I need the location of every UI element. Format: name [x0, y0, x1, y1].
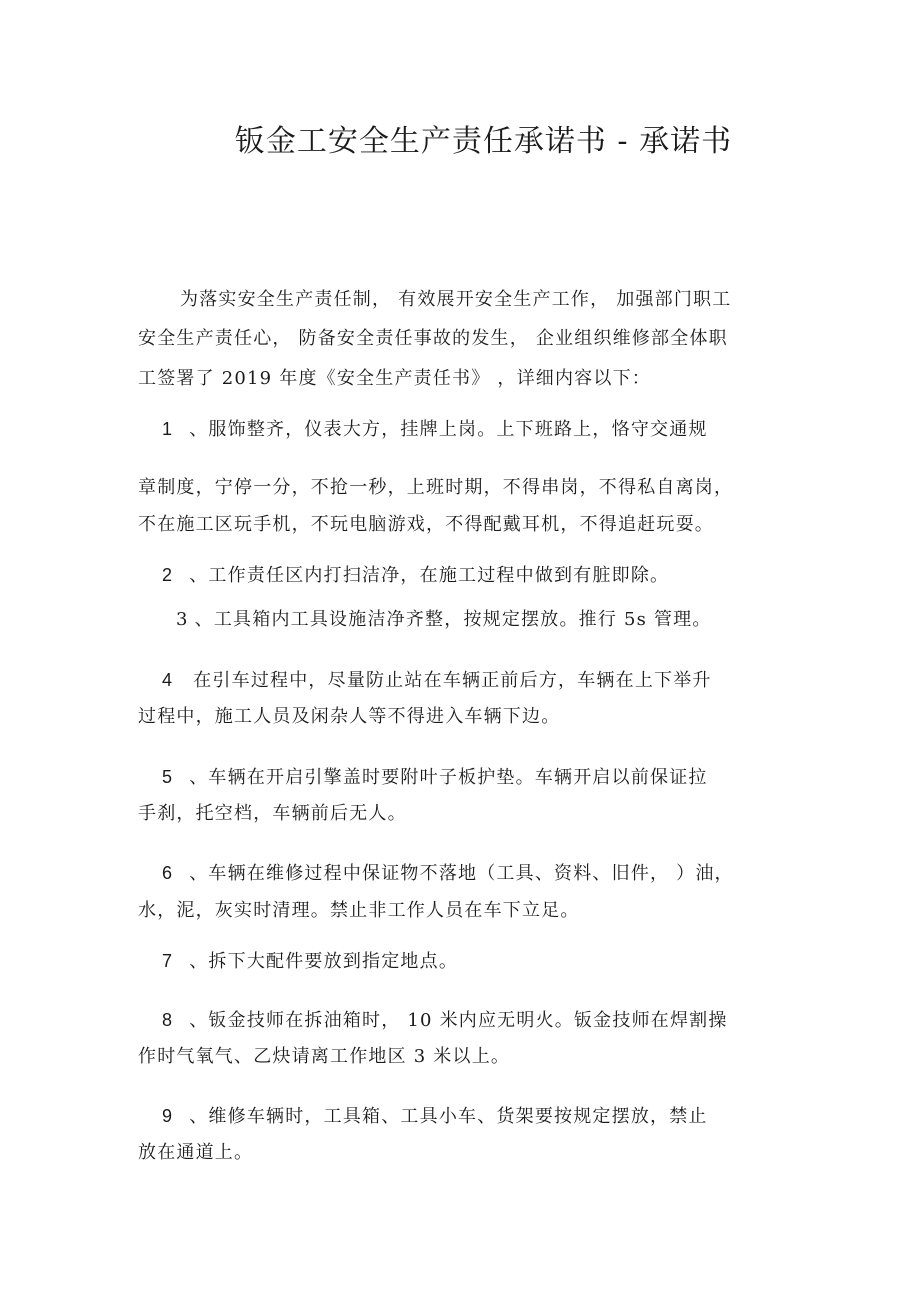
item-3-line-1 — [176, 609, 712, 631]
item-9-line-1 — [162, 1105, 708, 1128]
item-number: 8 — [162, 1010, 174, 1030]
intro-line-2: 安全生产责任心， 防备安全责任事故的发生， 企业组织维修部全体职 — [138, 328, 728, 349]
item-9-line-2: 放在通道上。 — [138, 1142, 254, 1163]
item-2-line-1 — [162, 564, 669, 587]
item-text: 、钣金技师在拆油箱时， 10 米内应无明火。钣金技师在焊割操 — [189, 1010, 728, 1031]
item-number: 4 — [162, 670, 174, 690]
item-8-line-1 — [162, 1009, 728, 1032]
item-number: 7 — [162, 951, 174, 971]
item-5-line-2: 手刹，托空档，车辆前后无人。 — [138, 803, 407, 824]
item-text: 、工具箱内工具设施洁净齐整，按规定摆放。推行 5s 管理。 — [194, 609, 712, 630]
item-number: 3 — [176, 609, 189, 630]
item-text: 、拆下大配件要放到指定地点。 — [189, 951, 459, 972]
item-8-line-2: 作时气氧气、乙炔请离工作地区 3 米以上。 — [138, 1046, 511, 1067]
item-6-line-1 — [162, 862, 734, 885]
item-text: 、维修车辆时，工具箱、工具小车、货架要按规定摆放，禁止 — [189, 1106, 708, 1127]
item-1-line-1 — [162, 418, 708, 441]
item-number: 9 — [162, 1106, 174, 1126]
item-6-line-2: 水，泥，灰实时清理。禁止非工作人员在车下立足。 — [138, 900, 580, 921]
intro-line-1: 为落实安全生产责任制， 有效展开安全生产工作， 加强部门职工 — [180, 289, 732, 310]
item-4-line-2: 过程中，施工人员及闲杂人等不得进入车辆下边。 — [138, 706, 561, 727]
document-title: 钣金工安全生产责任承诺书 - 承诺书 — [234, 124, 733, 159]
item-text: 在引车过程中，尽量防止站在车辆正前后方，车辆在上下举升 — [193, 670, 712, 691]
item-number: 1 — [162, 419, 174, 439]
item-text: 、车辆在维修过程中保证物不落地（工具、资料、旧件， ）油， — [189, 863, 734, 884]
item-number: 6 — [162, 863, 174, 883]
item-number: 5 — [162, 767, 174, 787]
item-4-line-1 — [162, 669, 712, 692]
item-number: 2 — [162, 565, 174, 585]
item-5-line-1 — [162, 766, 708, 789]
item-text: 、工作责任区内打扫洁净，在施工过程中做到有脏即除。 — [189, 565, 670, 586]
item-7-line-1 — [162, 950, 458, 973]
item-1-line-2: 章制度，宁停一分，不抢一秒，上班时期，不得串岗，不得私自离岗， — [138, 477, 734, 498]
item-1-line-3: 不在施工区玩手机，不玩电脑游戏，不得配戴耳机，不得追赶玩耍。 — [138, 514, 714, 535]
intro-line-3: 工签署了 2019 年度《安全生产责任书》 ，详细内容以下： — [138, 368, 651, 389]
item-text: 、车辆在开启引擎盖时要附叶子板护垫。车辆开启以前保证拉 — [189, 767, 708, 788]
item-text: 、服饰整齐，仪表大方，挂牌上岗。上下班路上，恪守交通规 — [189, 419, 708, 440]
